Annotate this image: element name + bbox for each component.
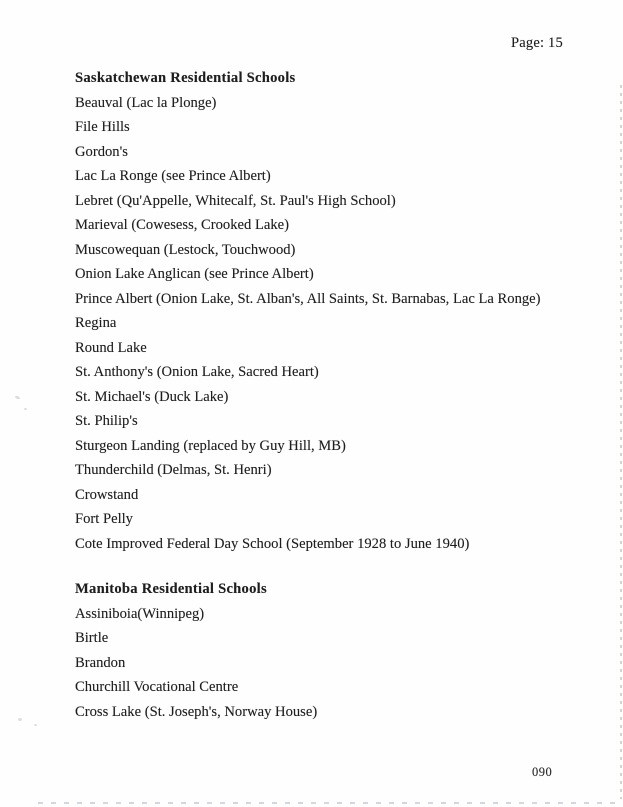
list-item: Sturgeon Landing (replaced by Guy Hill, MB) (75, 437, 346, 454)
section-heading: Manitoba Residential Schools (75, 581, 267, 597)
list-item: Fort Pelly (75, 511, 133, 527)
list-item: Marieval (Cowesess, Crooked Lake) (75, 217, 289, 233)
scan-artifact-right-edge (620, 85, 622, 799)
list-item: Beauval (Lac la Plonge) (75, 94, 217, 111)
list-item: Brandon (75, 654, 126, 671)
scan-speck (18, 718, 22, 721)
list-item: Cross Lake (St. Joseph's, Norway House) (75, 703, 318, 720)
list-item: Crowstand (75, 486, 139, 503)
list-item: Lebret (Qu'Appelle, Whitecalf, St. Paul's High School) (75, 192, 396, 209)
list-item: File Hills (75, 119, 130, 135)
list-item: Prince Albert (Onion Lake, St. Alban's, All Saints, St. Barnabas, Lac La Ronge) (75, 290, 541, 307)
scan-artifact-bottom-edge (38, 802, 617, 804)
list-item: Churchill Vocational Centre (75, 679, 239, 695)
list-item: St. Michael's (Duck Lake) (75, 388, 229, 405)
list-item: Thunderchild (Delmas, St. Henri) (75, 462, 272, 478)
list-item: Regina (75, 315, 117, 331)
school-list-saskatchewan (75, 91, 583, 557)
list-item: Assiniboia(Winnipeg) (75, 605, 205, 622)
scan-speck (15, 395, 21, 400)
list-item: Onion Lake Anglican (see Prince Albert) (75, 266, 314, 282)
list-item: Round Lake (75, 339, 147, 356)
scan-speck (34, 724, 37, 726)
school-list-manitoba (75, 602, 583, 725)
list-item: Birtle (75, 630, 109, 646)
list-item: Gordon's (75, 143, 128, 160)
list-item: St. Philip's (75, 413, 138, 429)
section-manitoba (75, 577, 583, 724)
section-saskatchewan (75, 66, 583, 556)
section-heading: Saskatchewan Residential Schools (75, 70, 296, 86)
list-item: Cote Improved Federal Day School (September 1928 to June 1940) (75, 535, 470, 552)
stamp-page-number: 090 (532, 765, 553, 779)
list-item: Lac La Ronge (see Prince Albert) (75, 168, 271, 184)
list-item: St. Anthony's (Onion Lake, Sacred Heart) (75, 364, 319, 380)
page-number-header: Page: 15 (511, 35, 563, 51)
list-item: Muscowequan (Lestock, Touchwood) (75, 241, 296, 258)
scan-speck (24, 408, 27, 410)
